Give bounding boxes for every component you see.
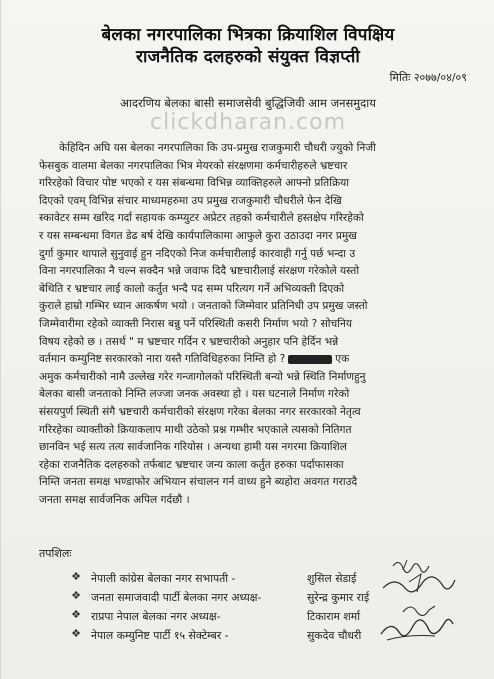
- statement-body: [39, 140, 467, 509]
- body-text: एक: [335, 353, 350, 366]
- salutation: आदरणिय बेलका बासी समाजसेवी बुद्धिजिवी आम जनसमुदाय: [120, 96, 376, 110]
- title-line-2: राजनैतिक दलहरुको संयुक्त विज्ञप्ती: [136, 47, 360, 67]
- title-line-1: बेलका नगरपालिका भित्रका क्रियाशिल विपक्षिय: [101, 25, 395, 45]
- body-line: गरिरहेको विचार पोष्ट भएको र यस संबन्धमा विभिन्न व्याक्तिहरुले आफ्नो प्रतिक्रिया: [39, 177, 349, 190]
- body-line: बेलका बासी जनताको निम्ति लज्जा जनक अवस्था हो । यस घटनाले निर्माण गरेको: [39, 388, 350, 401]
- signatory-role: जनता समाजवादी पार्टी बेलका नगर अध्यक्ष-: [91, 591, 262, 604]
- body-line: कुराले हाम्रो गम्भिर ध्यान आकर्षण भयो । जनताको जिम्मेवार प्रतिनिधी उप प्रमुख जस्तो: [39, 300, 368, 313]
- body-text: वर्तमान कम्युनिष्ट सरकारको नारा यस्तै गतिविधिहरुका निम्ति हो ?: [39, 353, 286, 366]
- body-line: स्कावेटर सम्म खरिद गर्दा सहायक कम्प्युटर अप्रेटर तहको कर्मचारीले हस्तक्षेप गरिरहेको: [39, 212, 364, 225]
- signatory-name: टिकाराम शर्मा: [307, 610, 361, 623]
- body-line-with-redaction: [39, 351, 467, 369]
- body-line: र यस सम्बन्धमा विगत डेढ बर्ष देखि कार्यपालिकामा आफुले कुरा उठाउदा नगर प्रमुख: [39, 229, 357, 242]
- body-line: जिम्मेवारीमा रहेको व्याक्ती निरास बन्नु पर्ने परिस्थिती कसरी निर्माण भयो ? सोचनिय: [39, 317, 352, 330]
- body-line: निम्ति जनता समक्ष भण्डाफोर अभियान संचालन गर्न वाध्य हुने ब्यहोरा अवगत गराउदै: [39, 476, 358, 489]
- redaction-mark: [288, 355, 332, 364]
- signatory-role: नेपाल कम्युनिष्ट पार्टी १५ सेक्टेम्बर -: [91, 629, 229, 642]
- signatory-name: शुसिल सेडाई: [307, 572, 357, 585]
- body-line: गरिरहेका व्याक्तीको क्रियाकलाप माथी उठेको प्रश्न गम्भीर भएकाले त्यसको नितिगत: [39, 423, 352, 436]
- signatory-name: सुरेन्द्र कुमार राई: [307, 591, 370, 604]
- body-line: फेसबुक वालमा बेलका नगरपालिका भित्र मेयरको संरक्षणमा कर्मचारीहरुले भ्रष्टचार: [39, 159, 348, 172]
- date-line: मितिः २०७७/०४/०९: [389, 71, 467, 84]
- signatory-role: नेपाली कांग्रेस बेलका नगर सभापती -: [91, 572, 236, 585]
- handwritten-signatures: [373, 554, 463, 646]
- body-line: छानविन भई सत्य तत्य सार्वजानिक गरियोस । अन्यथा हामी यस नगरमा क्रियाशिल: [39, 441, 347, 454]
- diamond-bullet-icon: ❖: [71, 608, 81, 621]
- signatory-role: राप्रपा नेपाल बेलका नगर अध्यक्ष-: [91, 610, 221, 623]
- body-line: जनता समक्ष सार्वजनिक अपिल गर्दछौ ।: [39, 493, 190, 506]
- signatory-name: सुकदेव चौधरी: [307, 629, 362, 642]
- body-line: दुर्गा कुमार थापाले सुनुवाई हुन नदिएको निज कर्मचारीलाई कारवाही गर्नु पर्छ भन्दा उ: [39, 247, 356, 260]
- body-line: अमुक कर्मचारीको नामै उल्लेख गरेर गन्जागोलको परिस्थिती बन्यो भन्ने स्थिति निर्माणहुनु: [39, 370, 366, 383]
- body-line: केहिदिन अघि यस बेलका नगरपालिका कि उप-प्रमुख राजकुमारी चौधरी ज्युको निजी: [59, 142, 376, 154]
- diamond-bullet-icon: ❖: [71, 627, 81, 640]
- body-line: विषय रहेको छ । तसर्थ " म भ्रष्टचार गर्दिन र भ्रष्टचारीको अनुहार पनि हेर्दिन भन्ने: [39, 335, 339, 348]
- diamond-bullet-icon: ❖: [71, 589, 81, 602]
- cc-label: तपशिलः: [39, 547, 72, 560]
- watermark: clickdharan.com: [150, 110, 346, 135]
- body-line: संसयपुर्ण स्थिती संगै भ्रष्टचारी कर्मचारीको संरक्षण गरेका बेलका नगर सरकारको नेतृत्व: [39, 405, 361, 418]
- body-line: दिएको एवम् विभिन्न संचार माध्यमहरुमा उप प्रमुख राजकुमारी चौधरीले फेन देखि: [39, 194, 342, 207]
- body-line: बेथिति र भ्रष्टचार लाई कालो कर्तुत भन्दै पद सम्म परित्यग गर्ने अभिव्यक्ती दिएको: [39, 282, 345, 295]
- body-line: विना नगरपालिका नै चल्न सक्दैन भन्ने जवाफ दिदै भ्रष्टचारीलाई संरक्षण गरेकोले यस्तो: [39, 265, 360, 278]
- body-line: रहेका राजनैतिक दलहरुको तर्फबाट भ्रष्टचार जन्य काला कर्तुत हरुका पर्दाफासका: [39, 458, 344, 471]
- diamond-bullet-icon: ❖: [71, 570, 81, 583]
